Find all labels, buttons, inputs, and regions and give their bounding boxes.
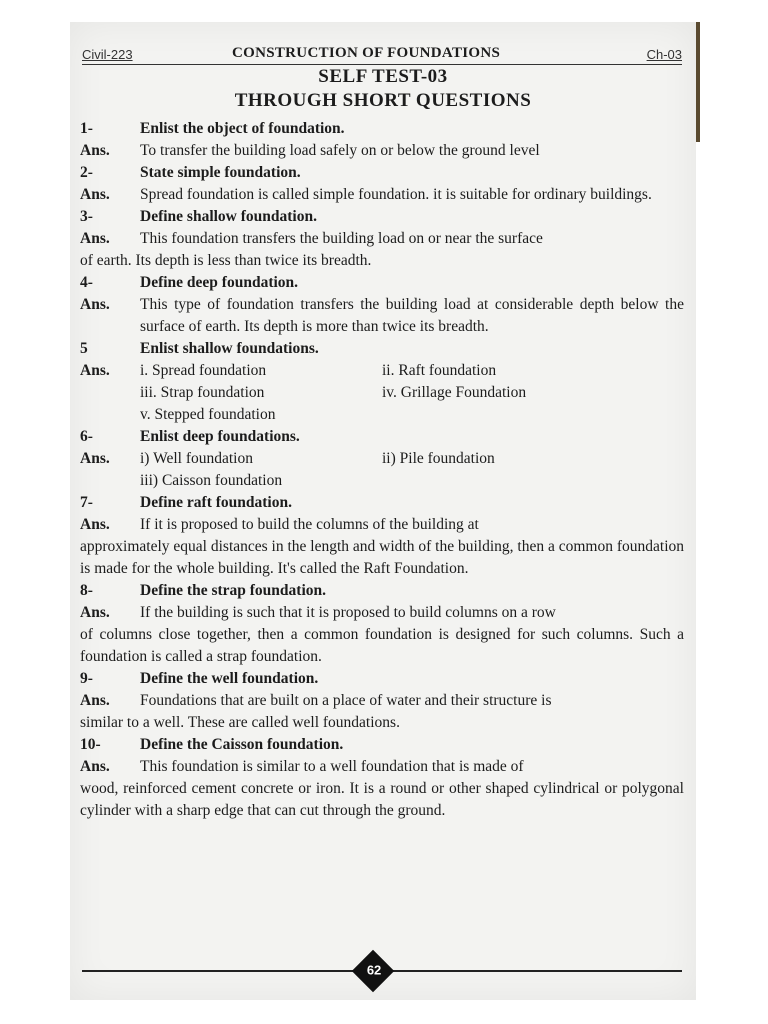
list-item: i. Spread foundation [140, 362, 267, 379]
answer-text: If it is proposed to build the columns of the building at [140, 516, 479, 533]
answer-2 [80, 184, 684, 206]
question-number: 9- [80, 670, 93, 687]
question-text: State simple foundation. [140, 164, 301, 181]
question-number: 10- [80, 736, 101, 753]
answer-text: This type of foundation transfers the building load at considerable depth below the surface of earth. Its depth is more than twice its breadth. [140, 296, 684, 335]
question-number: 4- [80, 274, 93, 291]
answer-list [140, 360, 684, 426]
question-number: 8- [80, 582, 93, 599]
answer-text: Foundations that are built on a place of water and their structure is [140, 692, 552, 709]
question-number: 7- [80, 494, 93, 511]
chapter-label: Ch-03 [646, 47, 682, 62]
answer-continuation: of columns close together, then a common foundation is designed for such columns. Such a foundation is called a strap foundation. [80, 626, 684, 665]
question-text: Define shallow foundation. [140, 208, 317, 225]
answer-text: This foundation transfers the building load on or near the surface [140, 230, 543, 247]
page-number: 62 [366, 962, 382, 978]
question-text: Enlist deep foundations. [140, 428, 300, 445]
question-5 [80, 338, 684, 360]
list-item: v. Stepped foundation [140, 406, 276, 423]
answer-label: Ans. [80, 450, 110, 467]
page-number-badge [352, 950, 394, 992]
answer-label: Ans. [80, 186, 110, 203]
question-number: 6- [80, 428, 93, 445]
question-text: Define deep foundation. [140, 274, 299, 291]
answer-10 [80, 756, 684, 778]
answer-9 [80, 690, 684, 712]
list-item: iii. Strap foundation [140, 384, 265, 401]
question-number: 2- [80, 164, 93, 181]
answer-8 [80, 602, 684, 624]
answer-continuation: of earth. Its depth is less than twice its breadth. [80, 252, 372, 269]
answer-7 [80, 514, 684, 536]
question-text: Define raft foundation. [140, 494, 292, 511]
question-text: Define the Caisson foundation. [140, 736, 344, 753]
list-item: iii) Caisson foundation [140, 472, 283, 489]
answer-list [140, 448, 684, 492]
answer-label: Ans. [80, 758, 110, 775]
answer-label: Ans. [80, 692, 110, 709]
answer-label: Ans. [80, 296, 110, 313]
question-7 [80, 492, 684, 514]
page-edge [696, 22, 700, 142]
question-3 [80, 206, 684, 228]
course-code: Civil-223 [82, 47, 133, 62]
question-text: Define the strap foundation. [140, 582, 327, 599]
running-header [82, 40, 682, 65]
question-2 [80, 162, 684, 184]
answer-5 [80, 360, 684, 426]
answer-1 [80, 140, 684, 162]
answer-label: Ans. [80, 516, 110, 533]
question-text: Enlist shallow foundations. [140, 340, 319, 357]
answer-label: Ans. [80, 142, 110, 159]
question-number: 5 [80, 340, 88, 357]
page-subtitle: THROUGH SHORT QUESTIONS [234, 90, 532, 111]
question-1 [80, 118, 684, 140]
question-text: Define the well foundation. [140, 670, 319, 687]
answer-label: Ans. [80, 604, 110, 621]
list-item: ii. Raft foundation [382, 362, 497, 379]
answer-continuation: similar to a well. These are called well foundations. [80, 714, 400, 731]
answer-text: Spread foundation is called simple foundation. it is suitable for ordinary buildings. [140, 186, 652, 203]
question-list [80, 118, 684, 822]
answer-3 [80, 228, 684, 250]
answer-label: Ans. [80, 362, 110, 379]
answer-continuation: approximately equal distances in the length and width of the building, then a common foundation is made for the whole building. It's called the Raft Foundation. [80, 538, 684, 577]
list-item: iv. Grillage Foundation [382, 384, 527, 401]
document-page [70, 22, 696, 1000]
question-text: Enlist the object of foundation. [140, 120, 345, 137]
answer-text: This foundation is similar to a well foundation that is made of [140, 758, 524, 775]
answer-4 [80, 294, 684, 338]
answer-text: If the building is such that it is proposed to build columns on a row [140, 604, 556, 621]
question-10 [80, 734, 684, 756]
question-8 [80, 580, 684, 602]
page-title: SELF TEST-03 [318, 66, 448, 87]
answer-label: Ans. [80, 230, 110, 247]
book-title: CONSTRUCTION OF FOUNDATIONS [232, 45, 501, 61]
question-number: 3- [80, 208, 93, 225]
answer-6 [80, 448, 684, 492]
answer-continuation: wood, reinforced cement concrete or iron. It is a round or other shaped cylindrical or polygonal cylinder with a sharp edge that can cut through the ground. [80, 780, 684, 819]
question-4 [80, 272, 684, 294]
question-number: 1- [80, 120, 93, 137]
question-9 [80, 668, 684, 690]
answer-text: To transfer the building load safely on or below the ground level [140, 142, 540, 159]
list-item: i) Well foundation [140, 450, 253, 467]
question-6 [80, 426, 684, 448]
list-item: ii) Pile foundation [382, 450, 495, 467]
